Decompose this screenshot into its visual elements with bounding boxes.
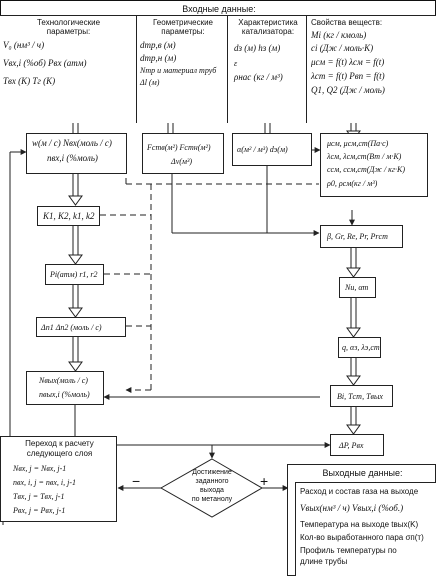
decision-plus: +	[260, 473, 269, 489]
transition-title-2: следующего слоя	[26, 449, 93, 458]
tech-line-v0: V₀ (нм³ / ч)	[3, 40, 45, 50]
dp-line: ΔP, Pвх	[339, 441, 364, 450]
props-block-line-4: ρ0, ρсм(кг / м³)	[327, 179, 378, 188]
output-title: Выходные данные:	[322, 468, 403, 478]
block-dn	[36, 317, 126, 337]
filt-line-1: Fств(м²) Fстн(м²)	[147, 143, 211, 152]
block-bt	[330, 385, 393, 407]
double-arrow-nu-to-qa	[347, 298, 360, 337]
double-arrow-qa-to-bt	[347, 358, 360, 385]
input-col-props	[306, 15, 436, 123]
tech-header-1: Технологические	[36, 18, 101, 27]
output-line-4: Кол-во выработанного пара σп(т)	[300, 533, 424, 542]
props-block-line-1: μсм, μсм,ст(Па·с)	[327, 139, 389, 148]
input-col-cat	[227, 15, 307, 123]
transition-line-2: nвх, i, j = nвх, i, j-1	[13, 478, 76, 487]
flow-line-1: w(м / с) Nвх(моль / с)	[32, 138, 112, 148]
geom-line-dl: Δl (м)	[140, 78, 160, 87]
decision-text-3: выхода	[200, 487, 224, 494]
props-block-line-2: λсм, λсм,ст(Вт / м·K)	[327, 152, 402, 161]
crit-line: β, Gr, Re, Pr, Prст	[327, 232, 388, 241]
double-arrow-crit-to-nu	[347, 248, 360, 277]
block-pressure	[45, 264, 104, 285]
dashed-connectors	[100, 174, 326, 397]
cat-header-2: катализатора:	[241, 27, 295, 36]
block-qa	[338, 337, 381, 358]
props-line-lambda: λст = f(t) Pвп = f(t)	[311, 71, 385, 81]
transition-line-1: Nвх, j = Nвх, j-1	[13, 464, 67, 473]
flow-line-2: nвх,i (%моль)	[47, 153, 98, 163]
output-line-6: длине трубы	[300, 557, 348, 566]
nu-line: Nu, αт	[345, 283, 369, 292]
tech-header-2: параметры:	[46, 27, 91, 36]
output-line-2: Vвых(нм³ / ч) Vвых,i (%об.)	[300, 503, 404, 513]
block-alpha	[232, 133, 312, 166]
block-crit	[320, 225, 403, 248]
nout-line-1: Nвых(моль / с)	[39, 376, 88, 385]
decision-text-1: Достижение	[192, 469, 232, 476]
geom-line-ntr: Nтр и материал труб	[140, 66, 217, 75]
block-dp	[330, 434, 384, 456]
alpha-line: α(м² / м³) dэ(м)	[237, 145, 288, 154]
block-nu	[339, 277, 376, 298]
tech-line-t: Tвх (K) Tг (K)	[3, 76, 56, 86]
pressure-line: Pi(атм) r1, r2	[50, 270, 98, 279]
transition-line-4: Pвх, j = Pвх, j-1	[13, 506, 66, 515]
filt-line-2: Δv(м³)	[171, 157, 193, 166]
transition-line-3: Tвх, j = Tвх, j-1	[13, 492, 65, 501]
cat-line-rho: ρнас (кг / м³)	[234, 72, 283, 82]
output-line-5: Профиль температуры по	[300, 546, 397, 555]
props-line-mu: μсм = f(t) λсм = f(t)	[311, 57, 385, 67]
geom-line-dv: dтр,в (м)	[140, 40, 176, 50]
transition-title-1: Переход к расчету	[25, 439, 94, 448]
cat-line-eps: ε	[234, 59, 238, 68]
block-props	[320, 133, 428, 197]
geom-header-2: параметры:	[161, 27, 205, 36]
bt-line: Bi, Tст, Tвых	[337, 392, 383, 401]
block-filt	[142, 133, 224, 174]
double-arrow-k-to-pressure	[69, 225, 82, 264]
decision-minus: −	[132, 473, 141, 489]
output-line-1: Расход и состав газа на выходе	[300, 487, 419, 496]
block-kconst	[37, 206, 100, 226]
cat-header-1: Характеристика	[238, 18, 298, 27]
geom-header-1: Геометрические	[153, 18, 213, 27]
double-arrow-dn-to-nout	[69, 337, 82, 371]
qa-line: q, αз, λэ,ст	[342, 343, 380, 352]
input-col-geom	[136, 15, 228, 123]
block-nout	[26, 371, 104, 405]
double-arrow-bt-to-dp	[347, 406, 360, 434]
props-line-q: Q1, Q2 (Дж / моль)	[311, 85, 385, 95]
decision-text-4: по метанолу	[191, 496, 233, 503]
kconst-line: K1, K2, k1, k2	[43, 211, 95, 221]
input-col-tech	[0, 15, 137, 123]
transition-panel	[0, 436, 117, 522]
input-data-title: Входные данные:	[182, 4, 256, 14]
nout-line-2: nвых,i (%моль)	[39, 390, 90, 399]
output-data-inner	[295, 482, 436, 576]
cat-line-dz: dз (м) hз (м)	[234, 43, 281, 53]
block-flow	[26, 133, 127, 174]
dn-line: Δn1 Δn2 (моль / с)	[41, 323, 102, 332]
double-arrow-pressure-to-dn	[69, 284, 82, 317]
props-line-c: ci (Дж / моль·K)	[311, 43, 374, 53]
decision-text-2: заданного	[195, 478, 229, 485]
props-header-1: Свойства веществ:	[311, 18, 383, 27]
geom-line-dn: dтр,н (м)	[140, 53, 177, 63]
props-line-m: Mi (кг / кмоль)	[311, 30, 367, 40]
double-arrow-flow-to-k	[69, 174, 82, 205]
props-block-line-3: cсм, cсм,ст(Дж / кг·K)	[327, 165, 406, 174]
tech-line-vin: Vвх,i (%об) Pвх (атм)	[3, 58, 87, 68]
output-line-3: Температура на выходе tвых(K)	[300, 520, 419, 529]
